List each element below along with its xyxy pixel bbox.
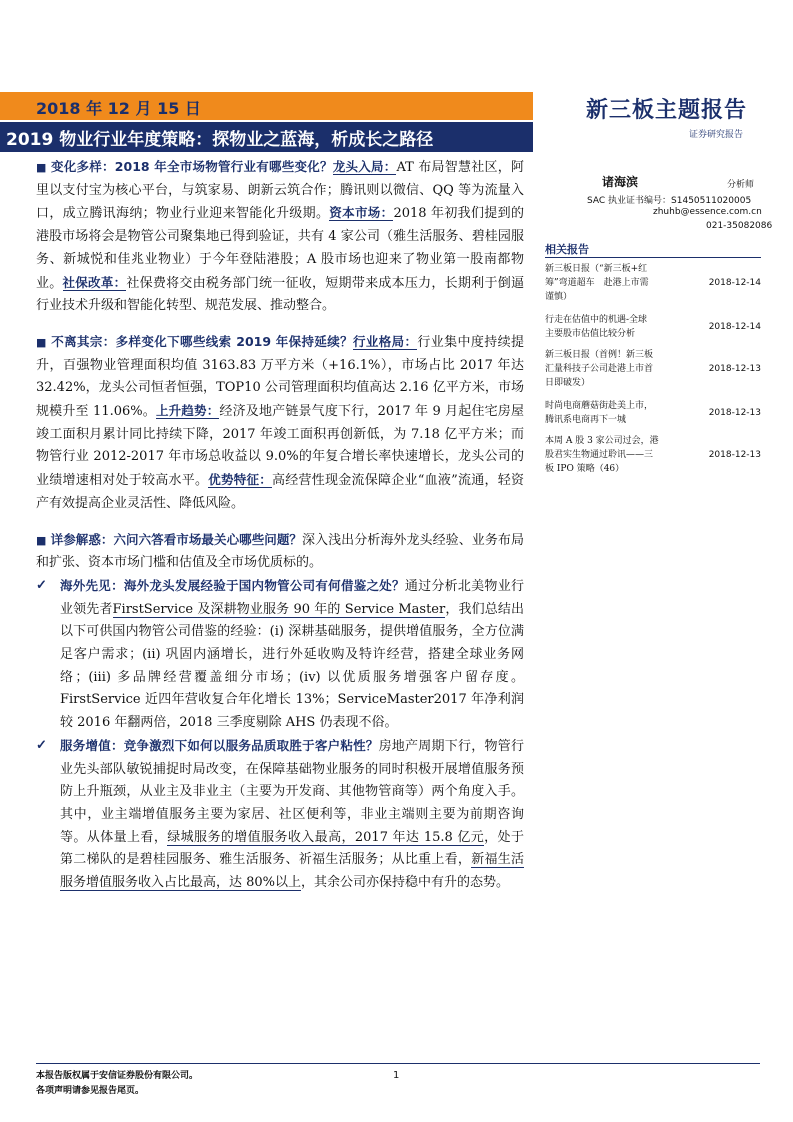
underlined-text: 新福生活服务增值服务收入占比最高，达 80%以上 [60,852,524,891]
underlined-text: 绿城服务的增值服务收入最高，2017 年达 15.8 亿元 [167,829,485,845]
page-number: 1 [393,1070,400,1081]
related-report-item[interactable] [545,313,761,341]
check-bullet-overseas [36,575,524,735]
related-report-line: 筹”弯道超车 赴港上市需 [545,278,649,288]
related-report-item[interactable] [545,434,761,476]
analyst-phone: 021-35082086 [706,221,773,231]
paragraph-text: 社保费将交由税务部门统一征收，短期带来成本压力，长期利于倒逼行业技术升级和智能化转型、规范发展、推动整合。 [36,275,524,314]
square-bullet-icon: ■ [36,335,47,349]
report-subtitle: 证券研究报告 [689,130,744,140]
main-body [36,156,524,895]
section-heading: 不离其宗：多样变化下哪些线索 2019 年保持延续？ [51,333,353,349]
bullet-heading: 海外先见：海外龙头发展经验于国内物管公司有何借鉴之处？ [60,577,405,593]
footer-copyright: 本报告版权属于安信证券股份有限公司。 [36,1071,199,1081]
keyword: 优势特征： [208,472,272,488]
section-changes [36,156,524,318]
paragraph-text: 深入浅出分析海外龙头经验、业务布局和扩张、资本市场门槛和估值及全市场优质标的。 [36,532,524,571]
keyword: 行业格局： [353,333,418,349]
section-heading: 详参解惑：六问六答看市场最关心哪些问题？ [50,531,302,547]
related-report-item[interactable] [545,262,761,304]
paragraph-text: 高经营性现金流保障企业“血液”流通，轻资产有效提高企业灵活性、降低风险。 [36,473,524,511]
related-report-line: 日即破发） [545,378,591,388]
paragraph-text: 2018 年初我们提到的港股市场将会是物管公司聚集地已得到验证，共有 4 家公司（雅生活服务、碧桂园服务、新城悦和佳兆业物业）于今年登陆港股；A 股市场也迎来了物业第一股南都物业。 [36,206,524,291]
related-report-line: 行走在估值中的机遇-全球 [545,315,648,325]
related-report-date: 2018-12-13 [708,364,761,374]
square-bullet-icon: ■ [36,161,47,174]
related-report-date: 2018-12-13 [708,408,761,418]
paragraph-text: ，我们总结出以下可供国内物管公司借鉴的经验：(i) 深耕基础服务，提供增值服务，全方位满足客户需求；(ii) 巩固内涵增长，进行外延收购及特许经营，搭建全球业务网络；(iii) 多品牌经营覆盖细分市场；(iv) 以优质服务增强客户留存度。FirstService 近四年营收复合年化增长 13%；ServiceMaster2017 年净利润较 2016 年翻两倍，2018 三季度剔除 AHS 仍表现不俗。 [60,601,524,731]
related-report-line: 汇量科技子公司赴港上市首 [545,364,654,374]
paragraph-text: 经济及地产链景气度下行，2017 年 9 月起住宅房屋竣工面积月累计同比持续下降，2017 年竣工面积再创新低，为 7.18 亿平方米；而物管行业 2012-2017 年市场总收益以 9.0%的年复合增长率快速增长，龙头公司的业绩增速相对处于较高水平。 [36,404,524,489]
keyword: 资本市场： [329,205,394,221]
related-report-line: 股君实生物通过聆讯——三 [545,450,654,460]
related-report-line: 本周 A 股 3 家公司过会，港 [545,436,659,446]
related-report-item[interactable] [545,348,761,390]
report-type: 新三板主题报告 [586,98,748,123]
section-continuity [36,331,524,516]
paragraph-text: ，处于第二梯队的是碧桂园服务、雅生活服务、祈福生活服务；从比重上看， [60,829,524,868]
footer-rule [36,1063,760,1064]
related-report-line: 新三板日报（首例！新三板 [545,350,654,360]
related-reports-title: 相关报告 [545,243,589,256]
report-title: 2019 物业行业年度策略：探物业之蓝海，析成长之路径 [6,130,434,150]
related-report-item[interactable] [545,399,761,427]
related-report-date: 2018-12-14 [708,322,761,332]
analyst-name: 诸海滨 [602,175,639,189]
paragraph-text: ，其余公司亦保持稳中有升的态势。 [301,875,510,891]
analyst-sac: SAC 执业证书编号：S1450511020005 [587,196,752,206]
paragraph-text: AT 布局智慧社区，阿里以支付宝为核心平台，与筑家易、朗新云筑合作；腾讯则以微信、QQ 等为流量入口，成立腾讯海纳；物业行业迎来智能化升级期。 [36,160,524,222]
related-report-date: 2018-12-14 [708,278,761,288]
section-qa [36,529,524,575]
bullet-heading: 服务增值：竞争激烈下如何以服务品质取胜于客户粘性？ [60,737,379,753]
related-report-line: 时尚电商蘑菇街赴美上市， [545,401,654,411]
square-bullet-icon: ■ [36,533,47,547]
related-report-date: 2018-12-13 [708,450,761,460]
related-report-line: 新三板日报（“新三板+红 [545,264,648,274]
section-heading: 变化多样：2018 年全市场物管行业有哪些变化？ [51,159,333,174]
underlined-text: FirstService 及深耕物业服务 90 年的 Service Master [112,601,446,617]
report-date: 2018 年 12 月 15 日 [36,99,201,118]
paragraph-text: 行业集中度持续提升，百强物业管理面积均值 3163.83 万平方米（+16.1%），市场占比 2017 年达 32.42%，龙头公司恒者恒强，TOP10 公司管理面积均值高达 2.16 亿平方米，市场规模升至 11.06%。 [36,334,524,420]
paragraph-text: 房地产周期下行，物管行业先头部队敏锐捕捉时局改变，在保障基础物业服务的同时积极开展增值服务预防上升瓶颈，从业主及非业主（主要为开发商、其他物管商等）两个角度入手。其中，业主端增值服务主要为家居、社区便利等，非业主端则主要为前期咨询等。从体量上看， [60,738,524,845]
keyword: 龙头入局： [332,159,397,174]
check-bullet-services [36,735,524,895]
keyword: 上升趋势： [155,403,220,419]
related-report-line: 主要股市估值比较分析 [545,329,636,339]
checkmark-icon: ✓ [36,577,47,593]
checkmark-icon: ✓ [36,737,47,753]
footer-disclaimer: 各项声明请参见报告尾页。 [36,1086,145,1096]
related-rule [545,257,761,258]
related-report-line: 板 IPO 策略（46） [545,464,625,474]
related-report-line: 谨慎） [545,292,573,302]
analyst-title: 分析师 [727,180,755,190]
analyst-email[interactable]: zhuhb@essence.com.cn [653,207,762,217]
related-report-line: 腾讯系电商再下一城 [545,415,627,425]
paragraph-text: 通过分析北美物业行业领先者 [60,578,524,617]
header-rule [0,150,533,152]
keyword: 社保改革： [62,274,127,290]
